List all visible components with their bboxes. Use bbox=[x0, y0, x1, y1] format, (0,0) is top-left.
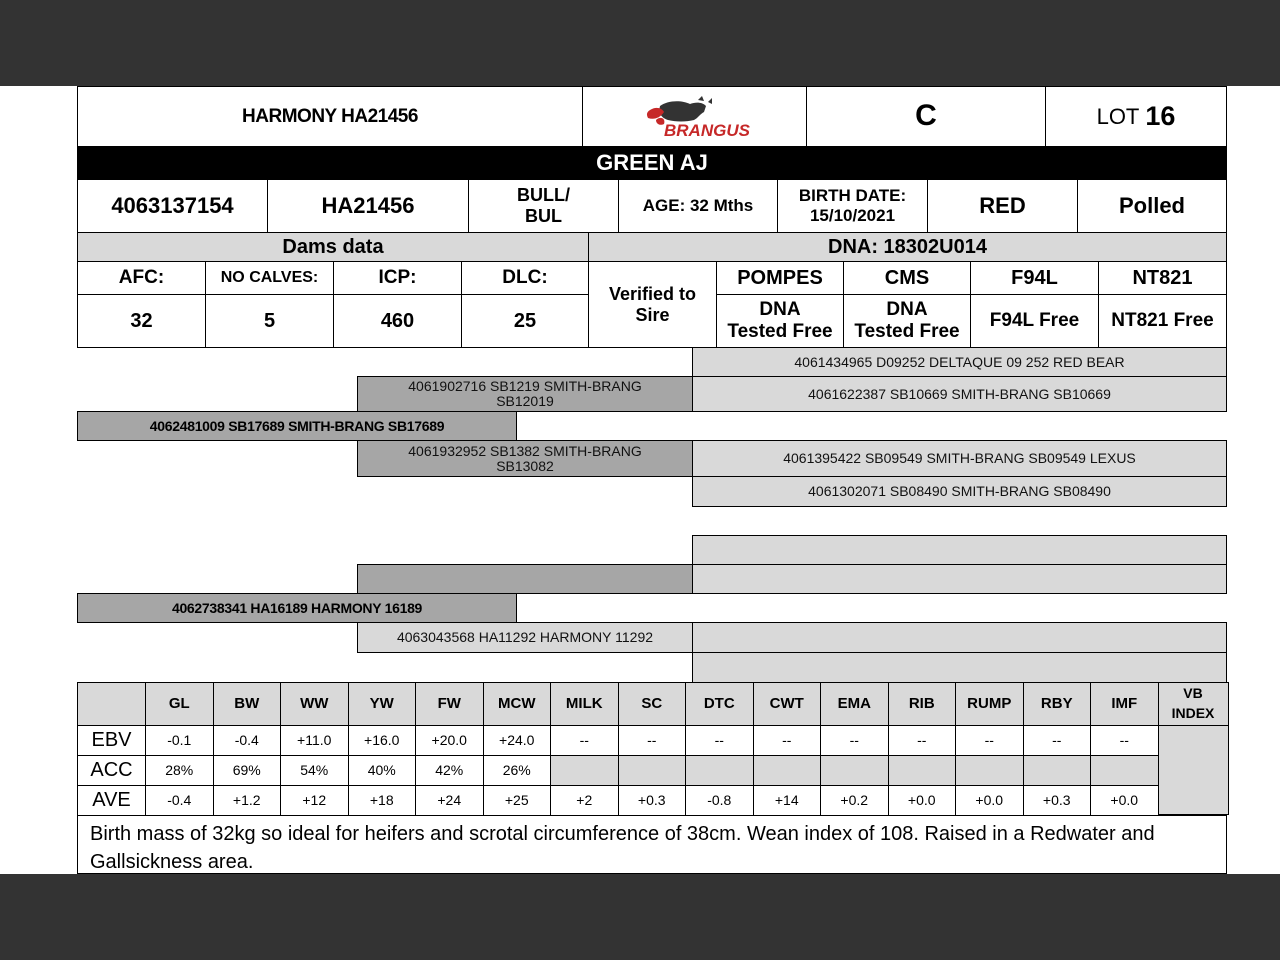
bull-logo-icon bbox=[620, 92, 770, 142]
dams-header-calves: NO CALVES: bbox=[205, 261, 334, 295]
ebv-ebv-mcw: +24.0 bbox=[483, 725, 552, 756]
id-number: 4063137154 bbox=[77, 179, 268, 233]
ebv-corner bbox=[77, 682, 146, 726]
ebv-acc-rby bbox=[1023, 755, 1092, 786]
pedigree-dam-sire-dam bbox=[692, 564, 1227, 594]
ebv-acc-sc bbox=[618, 755, 687, 786]
ebv-ave-dtc: -0.8 bbox=[685, 785, 754, 816]
ebv-acc-ema bbox=[820, 755, 889, 786]
ebv-header-milk: MILK bbox=[550, 682, 619, 726]
ebv-header-ema: EMA bbox=[820, 682, 889, 726]
birth-date: BIRTH DATE: 15/10/2021 bbox=[777, 179, 928, 233]
ebv-acc-imf bbox=[1090, 755, 1159, 786]
ebv-header-bw: BW bbox=[213, 682, 282, 726]
ebv-ebv-bw: -0.4 bbox=[213, 725, 282, 756]
ebv-acc-cwt bbox=[753, 755, 822, 786]
colour: RED bbox=[927, 179, 1078, 233]
lot-box bbox=[1045, 86, 1227, 147]
ebv-acc-gl: 28% bbox=[145, 755, 214, 786]
dna-header-cms: CMS bbox=[843, 261, 971, 295]
ebv-ebv-cwt: -- bbox=[753, 725, 822, 756]
breeder-name: GREEN AJ bbox=[77, 146, 1227, 180]
dams-value-afc: 32 bbox=[77, 294, 206, 348]
ebv-acc-fw: 42% bbox=[415, 755, 484, 786]
lot-number: 16 bbox=[1145, 100, 1176, 131]
ebv-header-rib: RIB bbox=[888, 682, 957, 726]
pedigree-sire-dam-sire: 4061395422 SB09549 SMITH-BRANG SB09549 LEXUS bbox=[692, 440, 1227, 477]
pedigree-dam-dam-sire bbox=[692, 622, 1227, 653]
pedigree-dam-sire-sire bbox=[692, 535, 1227, 565]
pedigree-sire: 4062481009 SB17689 SMITH-BRANG SB17689 bbox=[77, 411, 517, 441]
ebv-ave-yw: +18 bbox=[348, 785, 417, 816]
ebv-ebv-ww: +11.0 bbox=[280, 725, 349, 756]
ebv-ave-imf: +0.0 bbox=[1090, 785, 1159, 816]
ebv-ebv-milk: -- bbox=[550, 725, 619, 756]
pedigree-sire-sire-sire: 4061434965 D09252 DELTAQUE 09 252 RED BEAR bbox=[692, 347, 1227, 377]
ebv-row-label-ave: AVE bbox=[77, 785, 146, 816]
ebv-header-rump: RUMP bbox=[955, 682, 1024, 726]
dams-value-calves: 5 bbox=[205, 294, 334, 348]
ebv-row-label-acc: ACC bbox=[77, 755, 146, 786]
ebv-ave-rby: +0.3 bbox=[1023, 785, 1092, 816]
pedigree-sire-sire: 4061902716 SB1219 SMITH-BRANG SB12019 bbox=[357, 376, 693, 412]
ebv-ebv-imf: -- bbox=[1090, 725, 1159, 756]
dna-value-cms: DNA Tested Free bbox=[843, 294, 971, 348]
dna-value-nt821: NT821 Free bbox=[1098, 294, 1227, 348]
ebv-ave-bw: +1.2 bbox=[213, 785, 282, 816]
comments: Birth mass of 32kg so ideal for heifers and scrotal circumference of 38cm. Wean index of 108. Raised in a Redwater and Gallsickness area. bbox=[77, 815, 1227, 874]
dna-header-nt821: NT821 bbox=[1098, 261, 1227, 295]
pedigree-sire-sire-dam: 4061622387 SB10669 SMITH-BRANG SB10669 bbox=[692, 376, 1227, 412]
dams-value-icp: 460 bbox=[333, 294, 462, 348]
ebv-header-imf: IMF bbox=[1090, 682, 1159, 726]
ebv-acc-ww: 54% bbox=[280, 755, 349, 786]
ebv-acc-yw: 40% bbox=[348, 755, 417, 786]
dna-value-f94l: F94L Free bbox=[970, 294, 1099, 348]
ebv-ave-mcw: +25 bbox=[483, 785, 552, 816]
verified-to-sire: Verified to Sire bbox=[588, 261, 717, 348]
logo-text: BRANGUS bbox=[663, 120, 750, 140]
ebv-row-label-ebv: EBV bbox=[77, 725, 146, 756]
ebv-header-yw: YW bbox=[348, 682, 417, 726]
ebv-acc-rib bbox=[888, 755, 957, 786]
ebv-header-cwt: CWT bbox=[753, 682, 822, 726]
ebv-ebv-sc: -- bbox=[618, 725, 687, 756]
pedigree-dam: 4062738341 HA16189 HARMONY 16189 bbox=[77, 593, 517, 623]
dams-title: Dams data bbox=[77, 232, 589, 262]
ebv-acc-bw: 69% bbox=[213, 755, 282, 786]
dna-header-f94l: F94L bbox=[970, 261, 1099, 295]
lot-label: LOT bbox=[1096, 103, 1140, 129]
horn-status: Polled bbox=[1077, 179, 1227, 233]
dna-title: DNA: 18302U014 bbox=[588, 232, 1227, 262]
ebv-ebv-gl: -0.1 bbox=[145, 725, 214, 756]
ebv-ebv-ema: -- bbox=[820, 725, 889, 756]
animal-name: HARMONY HA21456 bbox=[77, 86, 583, 147]
pedigree-dam-dam: 4063043568 HA11292 HARMONY 11292 bbox=[357, 622, 693, 653]
ebv-ebv-yw: +16.0 bbox=[348, 725, 417, 756]
age: AGE: 32 Mths bbox=[618, 179, 778, 233]
dams-header-afc: AFC: bbox=[77, 261, 206, 295]
ebv-ave-ww: +12 bbox=[280, 785, 349, 816]
ebv-ave-cwt: +14 bbox=[753, 785, 822, 816]
ebv-header-gl: GL bbox=[145, 682, 214, 726]
ebv-acc-mcw: 26% bbox=[483, 755, 552, 786]
ebv-ebv-rby: -- bbox=[1023, 725, 1092, 756]
ebv-header-mcw: MCW bbox=[483, 682, 552, 726]
ebv-header-fw: FW bbox=[415, 682, 484, 726]
ebv-ave-fw: +24 bbox=[415, 785, 484, 816]
sex: BULL/ BUL bbox=[468, 179, 619, 233]
ebv-ebv-dtc: -- bbox=[685, 725, 754, 756]
pedigree-dam-sire bbox=[357, 564, 693, 594]
ebv-header-dtc: DTC bbox=[685, 682, 754, 726]
ebv-header-ww: WW bbox=[280, 682, 349, 726]
ebv-ebv-rib: -- bbox=[888, 725, 957, 756]
ebv-ebv-fw: +20.0 bbox=[415, 725, 484, 756]
dams-value-dlc: 25 bbox=[461, 294, 589, 348]
ebv-acc-dtc bbox=[685, 755, 754, 786]
dams-header-dlc: DLC: bbox=[461, 261, 589, 295]
brangus-logo bbox=[582, 86, 807, 147]
ebv-vb-index-value bbox=[1158, 725, 1229, 815]
ebv-ave-sc: +0.3 bbox=[618, 785, 687, 816]
ebv-ebv-rump: -- bbox=[955, 725, 1024, 756]
pedigree-sire-dam-dam: 4061302071 SB08490 SMITH-BRANG SB08490 bbox=[692, 476, 1227, 507]
ebv-ave-ema: +0.2 bbox=[820, 785, 889, 816]
grade: C bbox=[806, 86, 1046, 147]
ebv-ave-rump: +0.0 bbox=[955, 785, 1024, 816]
pedigree-dam-dam-dam bbox=[692, 652, 1227, 683]
dna-header-pompes: POMPES bbox=[716, 261, 844, 295]
lot-card bbox=[0, 86, 1280, 874]
dna-value-pompes: DNA Tested Free bbox=[716, 294, 844, 348]
ebv-ave-gl: -0.4 bbox=[145, 785, 214, 816]
ebv-ave-milk: +2 bbox=[550, 785, 619, 816]
ebv-table bbox=[77, 682, 1227, 816]
pedigree-sire-dam: 4061932952 SB1382 SMITH-BRANG SB13082 bbox=[357, 440, 693, 477]
tag-number: HA21456 bbox=[267, 179, 469, 233]
ebv-acc-rump bbox=[955, 755, 1024, 786]
ebv-acc-milk bbox=[550, 755, 619, 786]
ebv-header-sc: SC bbox=[618, 682, 687, 726]
ebv-header-vb-index: VB INDEX bbox=[1158, 682, 1229, 726]
dams-header-icp: ICP: bbox=[333, 261, 462, 295]
ebv-ave-rib: +0.0 bbox=[888, 785, 957, 816]
ebv-header-rby: RBY bbox=[1023, 682, 1092, 726]
